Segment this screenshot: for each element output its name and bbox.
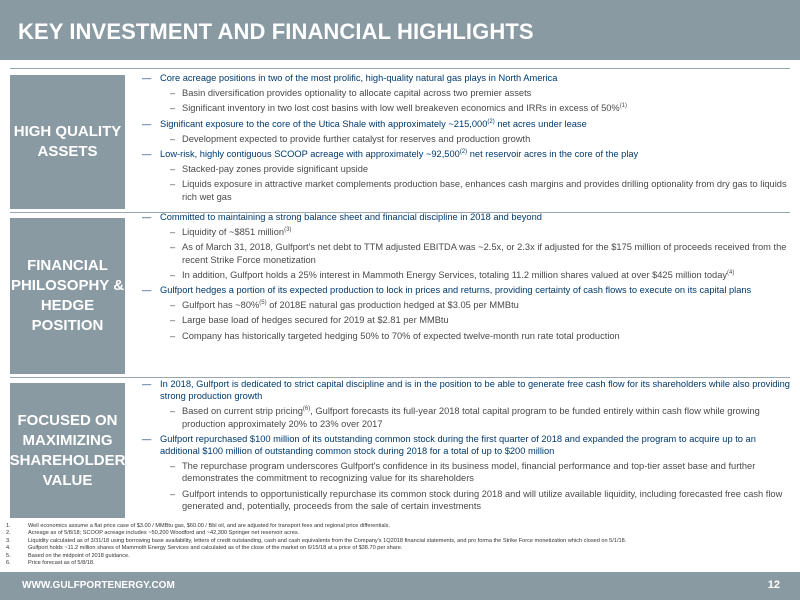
footnote [6, 523, 796, 530]
bullet-text: Core acreage positions in two of the most prolific, high-quality natural gas plays in North America [160, 73, 558, 83]
footnote-ref: (2) [459, 148, 468, 155]
section-label-financial-philosophy: FINANCIAL PHILOSOPHY & HEDGE POSITION [10, 218, 125, 374]
sub-bullet-item [140, 87, 790, 99]
footnote-ref: (6) [302, 406, 311, 413]
page-title: KEY INVESTMENT AND FINANCIAL HIGHLIGHTS [18, 19, 534, 44]
footnote-number: 3. [6, 537, 11, 544]
footnote-number: 4. [6, 545, 11, 552]
footnote-text: Liquidity calculated as of 3/31/18 using borrowing base availability, letters of credit outstanding, cash and cash equivalents from the Company's 1Q2018 financial statements, and pro forma the Strike Force monetization which closed on 5/1/18. [28, 537, 627, 544]
bullet-text: Based on current strip pricing [182, 406, 303, 417]
sub-bullet-item [140, 269, 790, 281]
bullet-text: Basin diversification provides optionality to allocate capital across two premier assets [182, 88, 532, 99]
section-bullets-shareholder-value [140, 378, 790, 515]
footnote [6, 538, 796, 545]
section-bullets-high-quality-assets [140, 72, 790, 206]
footnote-number: 5. [6, 552, 11, 559]
bullet-item [140, 284, 790, 296]
sub-bullet-item [140, 163, 790, 175]
bullet-text: Committed to maintaining a strong balance sheet and financial discipline in 2018 and beyond [160, 212, 542, 222]
bullet-text: Liquids exposure in attractive market complements production base, enhances cash margins and provides drilling optionality from dry gas to liquids rich wet gas [182, 179, 787, 202]
footnote-number: 1. [6, 523, 11, 529]
bullet-text: In 2018, Gulfport is dedicated to strict capital discipline and is in the position to be able to generate free cash flow for its shareholders while also providing strong production growth [160, 379, 790, 402]
bullet-text: of 2018E natural gas production hedged at $3.05 per MMBtu [266, 300, 519, 311]
footnote [6, 560, 796, 567]
sub-bullet-item [140, 102, 790, 114]
bullet-text: net acres under lease [494, 118, 587, 129]
footnote-number: 6. [6, 560, 11, 567]
section-label-shareholder-value: FOCUSED ON MAXIMIZING SHAREHOLDER VALUE [10, 383, 125, 518]
bullet-text: Gulfport intends to opportunistically repurchase its common stock during 2018 and will utilize available liquidity, including forecasted free cash flow generated and, potentially, proceeds from the sale of certain investments [182, 488, 783, 511]
bullet-text: , Gulfport forecasts its full-year 2018 total capital program to be funded entirely within cash flow while growing production approximately 20% to 23% over 2017 [182, 406, 760, 429]
footnote-text: Price forecast as of 5/8/18. [28, 560, 95, 567]
title-bar [0, 0, 800, 60]
sub-bullet-item [140, 405, 790, 429]
bullet-text: Liquidity of ~$851 million [182, 227, 285, 238]
bullet-text: Significant exposure to the core of the Utica Shale with approximately ~215,000 [160, 118, 488, 129]
footnote-ref: (2) [487, 118, 495, 125]
page-number: 12 [767, 579, 780, 591]
bullet-text: Stacked-pay zones provide significant upside [182, 164, 369, 175]
website-link[interactable]: WWW.GULFPORTENERGY.COM [22, 580, 175, 591]
footnote [6, 530, 796, 537]
footnote [6, 545, 796, 552]
section-bullets-financial-philosophy [140, 211, 790, 345]
bullet-text: Large base load of hedges secured for 2019 at $2.81 per MMBtu [182, 315, 449, 326]
sub-bullet-item [140, 330, 790, 342]
section-label-high-quality-assets: HIGH QUALITY ASSETS [10, 75, 125, 209]
sub-bullet-item [140, 488, 790, 512]
bullet-item [140, 211, 790, 223]
bullet-text: In addition, Gulfport holds a 25% interest in Mammoth Energy Services, totaling 11.2 million shares valued at over $425 million today [182, 269, 728, 280]
bullet-text: As of March 31, 2018, Gulfport's net debt to TTM adjusted EBITDA was ~2.5x, or 2.3x if adjusted for the $175 million of proceeds received from the recent Strike Force monetization [182, 242, 787, 265]
bullet-item [140, 148, 790, 160]
sub-bullet-item [140, 178, 790, 202]
bullet-item [140, 72, 790, 84]
footnotes [6, 523, 796, 567]
footnote-ref: (4) [727, 269, 735, 276]
sub-bullet-item [140, 299, 790, 311]
bullet-text: Gulfport repurchased $100 million of its outstanding common stock during the first quarter of 2018 and expanded the program to acquire up to an additional $100 million of outstanding common stock during 2018 for a total of up to $200 million [160, 433, 756, 457]
sub-bullet-item [140, 314, 790, 326]
sub-bullet-item [140, 460, 790, 484]
sub-bullet-item [140, 241, 790, 265]
bullet-text: Low-risk, highly contiguous SCOOP acreage with approximately ~92,500 [160, 149, 460, 160]
footnote-text: Gulfport holds ~11.2 million shares of Mammoth Energy Services and calculated as of the close of the market on 6/15/18 at a price of $38.70 per share. [28, 545, 403, 552]
footer-bar [0, 572, 800, 600]
footnote [6, 553, 796, 560]
bullet-text: Gulfport hedges a portion of its expected production to lock in prices and returns, providing certainty of cash flows to execute on its capital plans [160, 285, 752, 296]
bullet-item [140, 433, 790, 457]
footnote-text: Well economics assume a flat price case of $3.00 / MMBtu gas, $60.00 / Bbl oil, and are adjusted for transport fees and regional price differentials. [28, 523, 391, 529]
bullet-text: Development expected to provide further catalyst for reserves and production growth [182, 133, 531, 144]
section-divider [10, 68, 790, 69]
bullet-item [140, 378, 790, 402]
footnote-ref: (5) [259, 300, 267, 307]
footnote-text: Acreage as of 5/8/18; SCOOP acreage includes ~50,200 Woodford and ~42,300 Springer net reservoir acres. [28, 530, 300, 537]
sub-bullet-item [140, 226, 790, 238]
bullet-text: The repurchase program underscores Gulfport's confidence in its business model, financial performance and top-tier asset base and further demonstrates the commitment to recognizing value for its shareholders [182, 461, 756, 484]
bullet-text: net reservoir acres in the core of the play [467, 149, 639, 160]
bullet-text: Gulfport has ~80% [182, 300, 260, 311]
sub-bullet-item [140, 133, 790, 145]
bullet-text: Company has historically targeted hedging 50% to 70% of expected twelve-month run rate total production [182, 330, 620, 341]
footnote-text: Based on the midpoint of 2018 guidance. [28, 552, 130, 559]
bullet-text: Significant inventory in two lost cost basins with low well breakeven economics and IRRs in excess of 50% [182, 103, 620, 114]
footnote-ref: (3) [284, 227, 292, 234]
footnote-ref: (1) [619, 103, 628, 110]
footnote-number: 2. [6, 530, 11, 537]
bullet-item [140, 118, 790, 130]
